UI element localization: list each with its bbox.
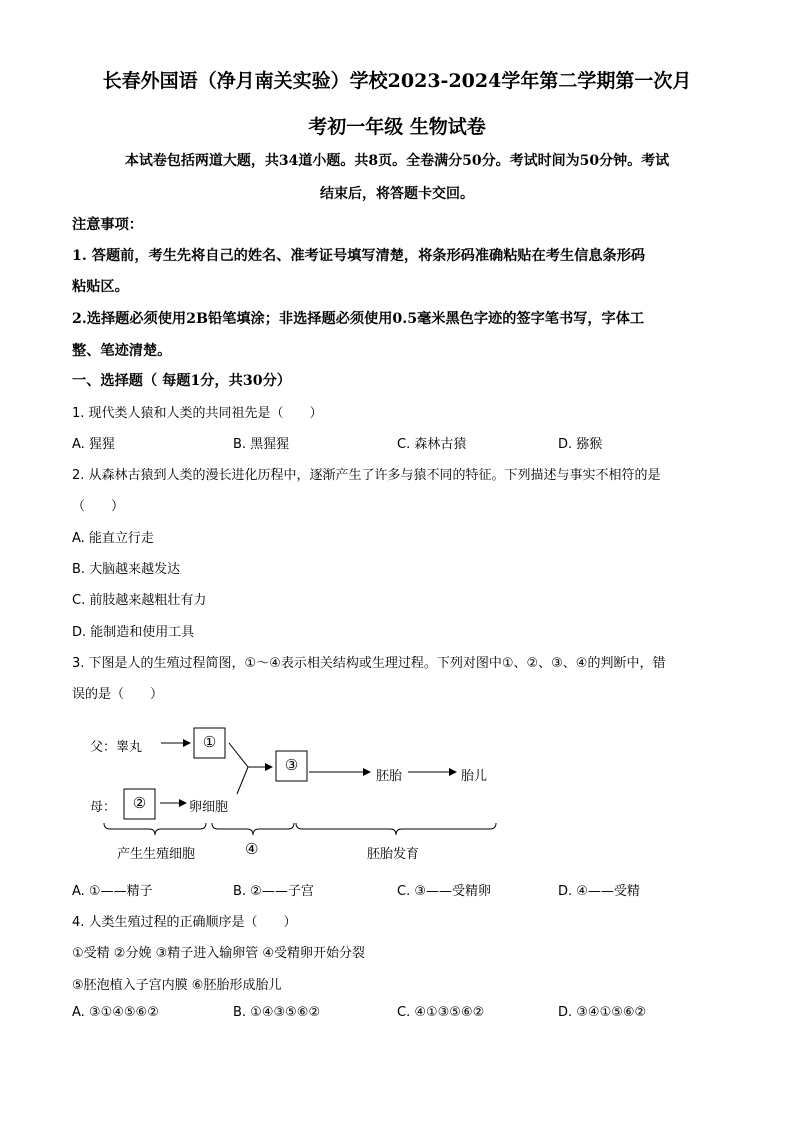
intro-line2: 结束后，将答题卡交回。 <box>320 186 474 202</box>
note1-line1: 1. 答题前，考生先将自己的姓名、准考证号填写清楚，将条形码准确粘贴在考生信息条形码 <box>72 248 646 264</box>
diagram-box3-label: ③ <box>284 756 299 774</box>
brace-1 <box>104 823 206 835</box>
diagram-fetus-label: 胎儿 <box>461 769 488 784</box>
q3-option-a: A. ①——精子 <box>72 884 153 899</box>
diagram-brace2-label: ④ <box>245 840 259 858</box>
q1-option-a: A. 猩猩 <box>72 437 115 452</box>
diagram-mother-label: 母： <box>90 800 117 815</box>
question-4-stem-line2: ①受精 ②分娩 ③精子进入输卵管 ④受精卵开始分裂 <box>72 946 366 961</box>
q1-option-d: D. 猕猴 <box>558 437 603 452</box>
q3-option-c: C. ③——受精卵 <box>397 884 491 899</box>
section1-heading: 一、选择题（ 每题1分，共30分） <box>72 373 291 389</box>
note2-line1: 2.选择题必须使用2B铅笔填涂；非选择题必须使用0.5毫米黑色字迹的签字笔书写，字体工 <box>72 311 645 327</box>
question-2-stem-line1: 2. 从森林古猿到人类的漫长进化历程中，逐渐产生了许多与猿不同的特征。下列描述与事实不相符的是 <box>72 468 661 483</box>
q3-option-b: B. ②——子宫 <box>233 884 314 899</box>
diagram-embryo-label: 胚胎 <box>376 769 403 784</box>
q2-option-b: B. 大脑越来越发达 <box>72 562 181 577</box>
diagram-box2-label: ② <box>132 794 147 812</box>
diagram-brace3-label: 胚胎发育 <box>367 847 420 862</box>
q2-option-d: D. 能制造和使用工具 <box>72 625 195 640</box>
question-4-stem-line3: ⑤胚泡植入子宫内膜 ⑥胚胎形成胎儿 <box>72 978 282 993</box>
line-sperm-join <box>229 743 248 767</box>
question-2-stem-line2: （ ） <box>72 499 125 514</box>
exam-title-line1: 长春外国语（净月南关实验）学校2023-2024学年第二学期第一次月 <box>102 70 692 92</box>
question-3-stem-line2: 误的是（ ） <box>72 687 164 702</box>
q4-option-b: B. ①④③⑤⑥② <box>233 1005 321 1020</box>
q4-option-d: D. ③④①⑤⑥② <box>558 1005 647 1020</box>
line-egg-join <box>237 767 248 794</box>
diagram-brace1-label: 产生生殖细胞 <box>117 847 196 862</box>
diagram-box1-label: ① <box>202 733 217 751</box>
q2-option-a: A. 能直立行走 <box>72 531 154 546</box>
q4-option-c: C. ④①③⑤⑥② <box>397 1005 485 1020</box>
notes-heading: 注意事项： <box>72 217 143 233</box>
q3-option-d: D. ④——受精 <box>558 884 640 899</box>
diagram-father-label: 父：睾丸 <box>90 740 143 755</box>
q1-option-b: B. 黑猩猩 <box>233 437 290 452</box>
intro-line1: 本试卷包括两道大题，共34道小题。共8页。全卷满分50分。考试时间为50分钟。考试 <box>124 153 670 169</box>
diagram-egg-label: 卵细胞 <box>189 800 229 815</box>
q1-option-c: C. 森林古猿 <box>397 437 467 452</box>
brace-2 <box>212 823 294 835</box>
exam-title-line2: 考初一年级 生物试卷 <box>308 116 486 138</box>
brace-3 <box>296 823 496 835</box>
q2-option-c: C. 前肢越来越粗壮有力 <box>72 593 207 608</box>
q4-option-a: A. ③①④⑤⑥② <box>72 1005 159 1020</box>
note2-line2: 整、笔迹清楚。 <box>72 343 172 359</box>
question-1-stem: 1. 现代类人猿和人类的共同祖先是（ ） <box>72 406 323 421</box>
note1-line2: 粘贴区。 <box>72 279 129 295</box>
question-4-stem-line1: 4. 人类生殖过程的正确顺序是（ ） <box>72 915 297 930</box>
question-3-stem-line1: 3. 下图是人的生殖过程简图，①～④表示相关结构或生理过程。下列对图中①、②、③、④的判断中，错 <box>72 656 666 671</box>
